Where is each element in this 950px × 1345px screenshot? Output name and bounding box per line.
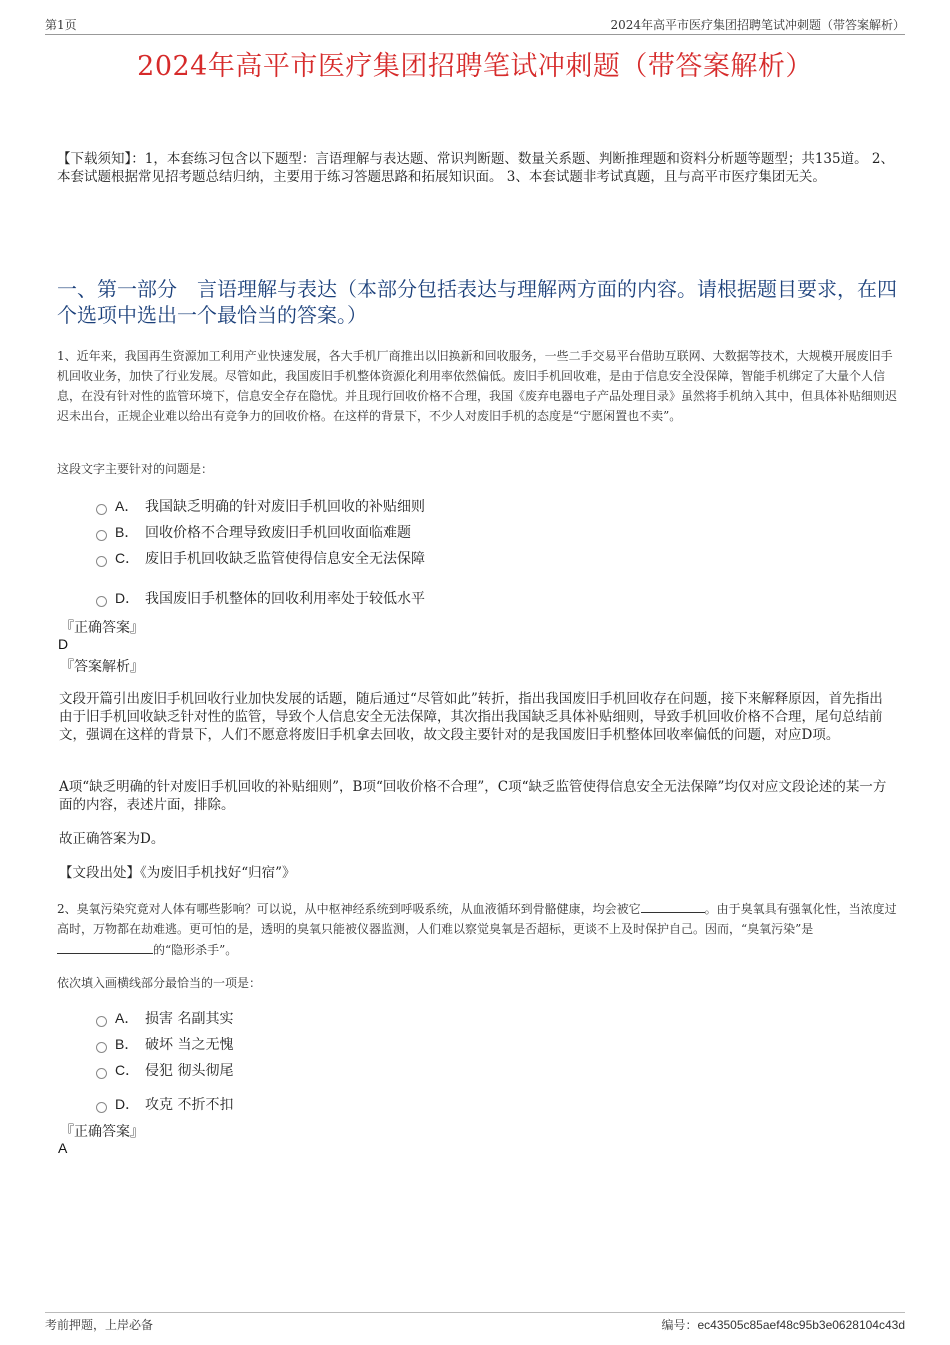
question-2-text [57, 898, 902, 960]
q1-source: 【文段出处】《为废旧手机找好“归宿”》 [59, 865, 296, 881]
q1-option-c[interactable] [96, 548, 425, 568]
download-notice: 【下载须知】：1，本套练习包含以下题型：言语理解与表达题、常识判断题、数量关系题、判断推理题和资料分析题等题型；共135道。 2、本套试题根据常见招考题总结归纳，主要用于练习答题思路和拓展知识面。 3、本套试题非考试真题，且与高平市医疗集团无关。 [57, 151, 894, 185]
question-1-text: 1、近年来，我国再生资源加工利用产业快速发展，各大手机厂商推出以旧换新和回收服务，一些二手交易平台借助互联网、大数据等技术，大规模开展废旧手机回收业务，加快了行业发展。尽管如此，我国废旧手机整体资源化利用率依然偏低。废旧手机回收难，是由于信息安全没保障，智能手机绑定了大量个人信息，在没有针对性的监管环境下，信息安全存在隐忧。并且现行回收价格不合理，我国《废弃电器电子产品处理目录》虽然将手机纳入其中，但具体补贴细则迟迟未出台，正规企业难以给出有竞争力的回收价格。在这样的背景下，不少人对废旧手机的态度是“宁愿闲置也不卖”。 [57, 349, 898, 423]
option-text: 攻克 不折不扣 [145, 1097, 234, 1113]
option-text: 废旧手机回收缺乏监管使得信息安全无法保障 [145, 551, 425, 567]
radio-icon[interactable] [96, 530, 107, 541]
option-letter: D． [115, 1096, 140, 1112]
option-letter: A． [115, 1010, 139, 1026]
option-letter: A． [115, 498, 139, 514]
option-text: 侵犯 彻头彻尾 [145, 1063, 234, 1079]
radio-icon[interactable] [96, 1016, 107, 1027]
q2-option-b[interactable] [96, 1034, 233, 1054]
footer-code-label: 编号： [661, 1318, 698, 1332]
q1-option-d[interactable] [96, 588, 425, 608]
q2-text-part-b: 。由于臭氧具有强氧化性，当浓度过高时，万物都在劫难逃。更可怕的是，透明的臭氧只能被仪器监测，人们难以察觉臭氧是否超标，更谈不上及时保护自己。因而，“臭氧污染”是 [57, 902, 897, 936]
q1-option-a[interactable] [96, 496, 425, 516]
q1-analysis-paragraph-2: A项“缺乏明确的针对废旧手机回收的补贴细则”，B项“回收价格不合理”，C项“缺乏监管使得信息安全无法保障”均仅对应文段论述的某一方面的内容，表述片面，排除。 [59, 779, 887, 813]
q2-text-part-c: 的“隐形杀手”。 [153, 943, 238, 957]
q2-option-c[interactable] [96, 1060, 233, 1080]
q2-answer: A [58, 1140, 68, 1156]
radio-icon[interactable] [96, 1102, 107, 1113]
option-letter: B． [115, 1036, 139, 1052]
footer-code [661, 1316, 905, 1333]
header-doc-title: 2024年高平市医疗集团招聘笔试冲刺题（带答案解析） [610, 18, 905, 32]
page-title: 2024年高平市医疗集团招聘笔试冲刺题（带答案解析） [137, 51, 813, 82]
page-header [45, 14, 905, 35]
radio-icon[interactable] [96, 1042, 107, 1053]
radio-icon[interactable] [96, 556, 107, 567]
section-heading: 一、第一部分 言语理解与表达（本部分包括表达与理解两方面的内容。请根据题目要求，在四个选项中选出一个最恰当的答案。） [57, 277, 897, 327]
radio-icon[interactable] [96, 1068, 107, 1079]
q2-text-part-a: 2、臭氧污染究竟对人体有哪些影响？可以说，从中枢神经系统到呼吸系统，从血液循环到骨骼健康，均会被它 [57, 902, 641, 916]
option-text: 我国缺乏明确的针对废旧手机回收的补贴细则 [145, 499, 425, 515]
option-letter: C． [115, 550, 140, 566]
radio-icon[interactable] [96, 596, 107, 607]
option-text: 损害 名副其实 [145, 1011, 234, 1027]
page-number: 第1页 [45, 18, 77, 32]
q1-answer-label: 『正确答案』 [60, 620, 144, 636]
q1-option-b[interactable] [96, 522, 411, 542]
option-text: 我国废旧手机整体的回收利用率处于较低水平 [145, 591, 425, 607]
option-letter: D． [115, 590, 140, 606]
question-1-prompt: 这段文字主要针对的问题是： [57, 462, 214, 476]
q1-answer: D [58, 636, 69, 652]
q1-analysis-paragraph-1: 文段开篇引出废旧手机回收行业加快发展的话题，随后通过“尽管如此”转折，指出我国废旧手机回收存在问题，接下来解释原因，首先指出由于旧手机回收缺乏针对性的监管，导致个人信息安全无法保障，其次指出我国缺乏具体补贴细则，导致手机回收价格不合理，尾句总结前文，强调在这样的背景下，人们不愿意将废旧手机拿去回收，故文段主要针对的是我国废旧手机整体回收率偏低的问题，对应D项。 [59, 691, 883, 743]
question-2-prompt: 依次填入画横线部分最恰当的一项是： [57, 976, 262, 990]
footer-code-value: ec43505c85aef48c95b3e0628104c43d [697, 1318, 905, 1332]
option-letter: C． [115, 1062, 140, 1078]
q2-option-a[interactable] [96, 1008, 233, 1028]
q2-answer-label: 『正确答案』 [60, 1124, 144, 1140]
radio-icon[interactable] [96, 504, 107, 515]
footer-slogan: 考前押题，上岸必备 [45, 1318, 154, 1332]
q1-analysis-paragraph-3: 故正确答案为D。 [59, 831, 165, 847]
option-text: 破坏 当之无愧 [145, 1037, 234, 1053]
fill-blank-1 [641, 898, 705, 913]
page-footer [45, 1312, 905, 1335]
option-letter: B． [115, 524, 139, 540]
fill-blank-2 [57, 939, 153, 954]
q2-option-d[interactable] [96, 1094, 233, 1114]
q1-analysis-label: 『答案解析』 [60, 659, 144, 675]
option-text: 回收价格不合理导致废旧手机回收面临难题 [145, 525, 411, 541]
